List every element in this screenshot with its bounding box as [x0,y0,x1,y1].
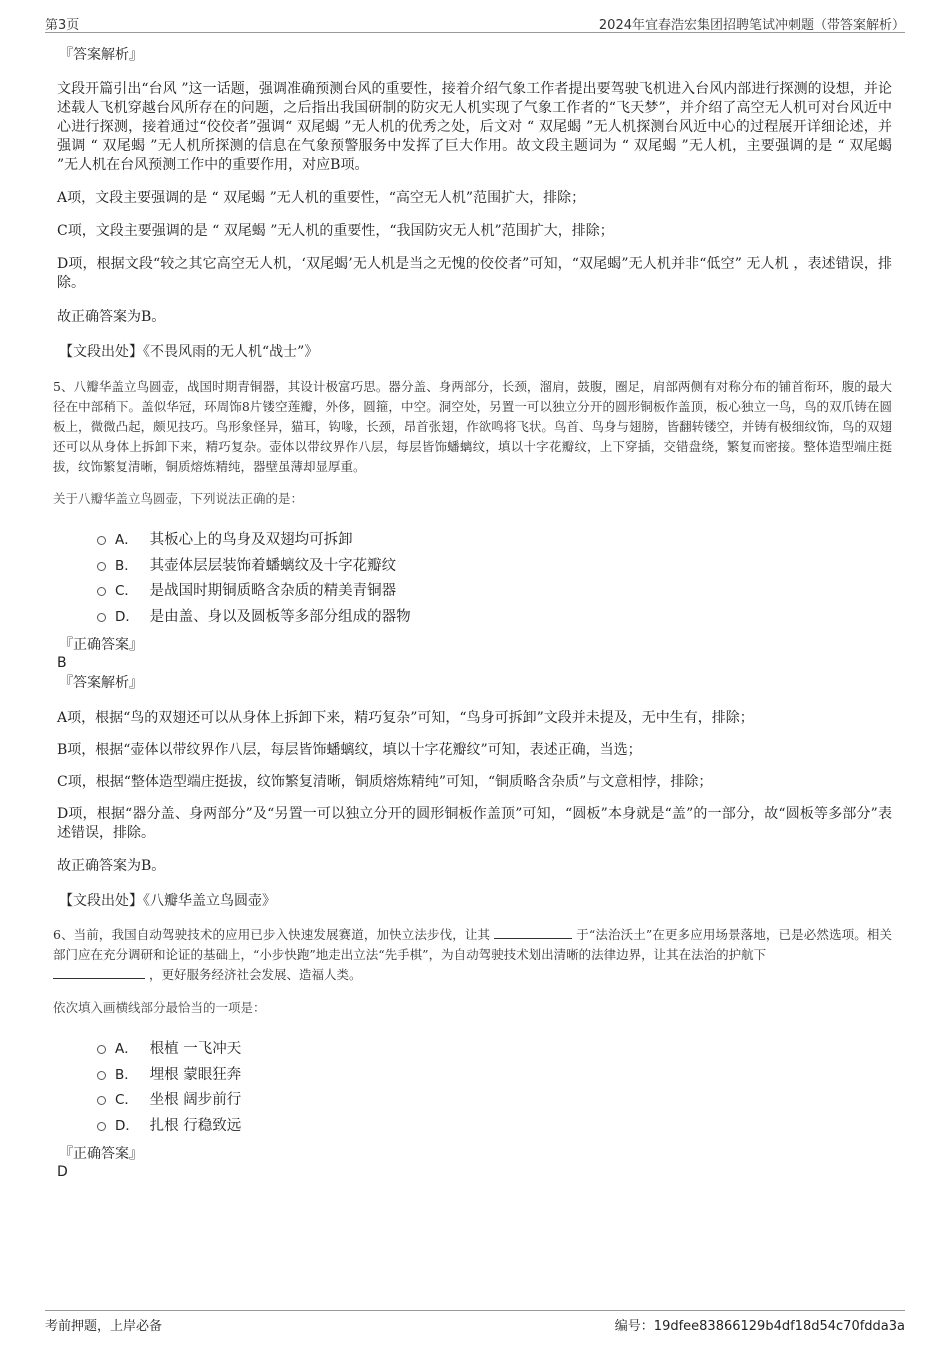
q4-conclusion: 故正确答案为B。 [57,309,166,325]
q5-analysis-b: B项，根据“壶体以带纹界作八层，每层皆饰蟠螭纹，填以十字花瓣纹”可知，表述正确，当选； [57,742,642,758]
footer-slogan: 考前押题，上岸必备 [45,1319,163,1334]
radio-icon[interactable] [97,1096,106,1105]
q5-option-b[interactable] [57,554,892,580]
q5-analysis-d: D项，根据“器分盖、身两部分”及“另置一可以独立分开的圆形铜板作盖顶”可知，“圆板”本身就是“盖”的一部分，故“圆板等多部分”表述错误，排除。 [57,806,892,841]
page-number: 第3页 [45,18,80,33]
radio-icon[interactable] [97,1071,106,1080]
q5-passage: 5、八瓣华盖立鸟圆壶，战国时期青铜器，其设计极富巧思。器分盖、身两部分，长颈，溜肩，鼓腹，圈足，肩部两侧有对称分布的铺首衔环，腹的最大径在中部稍下。盖似华冠，环周饰8片镂空莲瓣，外侈，圆箍，中空。洞空处，另置一可以独立分开的圆形铜板作盖顶，板心独立一鸟，鸟的双爪铸在圆板上，微微凸起，颇见技巧。鸟形象怪异，猫耳，钩喙，长颈，昂首张翅，作欲鸣将飞状。鸟首、鸟身与翅膀，皆翻转镂空，并铸有极细纹饰，鸟的双翅还可以从身体上拆卸下来，精巧复杂。壶体以带纹界作八层，每层皆饰蟠螭纹，填以十字花瓣纹，上下穿插，交错盘绕，繁复而密接。整体造型端庄挺拔，纹饰繁复清晰，铜质熔炼精纯，器壁虽薄却显厚重。 [53,379,892,474]
q4-source: 【文段出处】《不畏风雨的无人机“战士”》 [59,344,319,360]
option-text: 其板心上的鸟身及双翅均可拆卸 [149,532,353,548]
q4-analysis-label: 『答案解析』 [59,47,143,63]
q4-analysis-c: C项，文段主要强调的是 “ 双尾蝎 ”无人机的重要性，“我国防灾无人机”范围扩大，排除； [57,223,614,239]
fill-blank-1 [494,926,572,939]
option-letter: C． [115,1092,138,1108]
q5-options [57,528,892,630]
q6-passage-part-2: 于“法治沃土”在更多应用场景落地，已是必然选项。相关部门应在充分调研和论证的基础上，“小步快跑”地走出立法“先手棋”，为自动驾驶技术划出清晰的法律边界，让其在法治的护航下 [53,927,892,962]
q5-analysis-label: 『答案解析』 [59,675,143,691]
radio-icon[interactable] [97,562,106,571]
q6-passage-part-1: 6、当前，我国自动驾驶技术的应用已步入快速发展赛道，加快立法步伐，让其 [53,927,491,942]
q6-option-c[interactable] [57,1088,892,1114]
q5-analysis-c: C项，根据“整体造型端庄挺拔，纹饰繁复清晰，铜质熔炼精纯”可知，“铜质略含杂质”与文意相悖，排除； [57,774,713,790]
q5-conclusion: 故正确答案为B。 [57,858,166,874]
q5-source: 【文段出处】《八瓣华盖立鸟圆壶》 [59,893,276,909]
q6-prompt: 依次填入画横线部分最恰当的一项是： [53,1000,266,1015]
option-letter: C． [115,583,138,599]
q6-option-a[interactable] [57,1037,892,1063]
page-header [45,10,905,33]
q5-option-a[interactable] [57,528,892,554]
q4-analysis-a: A项，文段主要强调的是 “ 双尾蝎 ”无人机的重要性，“高空无人机”范围扩大，排除； [57,190,586,206]
q6-answer-label: 『正确答案』 [59,1146,143,1162]
option-letter: D． [115,608,139,625]
option-letter: D． [115,1117,139,1134]
radio-icon[interactable] [97,613,106,622]
option-text: 扎根 行稳致远 [149,1117,242,1134]
radio-icon[interactable] [97,587,106,596]
option-letter: A． [115,532,138,548]
q5-option-d[interactable] [57,605,892,631]
q5-answer: B [57,655,67,671]
option-text: 是战国时期铜质略含杂质的精美青铜器 [149,583,397,599]
radio-icon[interactable] [97,1122,106,1131]
option-text: 其壶体层层装饰着蟠螭纹及十字花瓣纹 [149,557,397,574]
page-content [53,46,892,1181]
option-text: 是由盖、身以及圆板等多部分组成的器物 [149,608,411,625]
option-text: 埋根 蒙眼狂奔 [149,1066,242,1083]
radio-icon[interactable] [97,1045,106,1054]
q6-options [57,1037,892,1139]
radio-icon[interactable] [97,536,106,545]
q4-analysis-main: 文段开篇引出“台风 ”这一话题，强调准确预测台风的重要性，接着介绍气象工作者提出要驾驶飞机进入台风内部进行探测的设想，并论述载人飞机穿越台风所存在的问题，之后指出我国研制的防灾无人机实现了气象工作者的“飞天梦”，并介绍了高空无人机可对台风近中心进行探测，接着通过“佼佼者”强调“ 双尾蝎 ”无人机的优秀之处，后文对 “ 双尾蝎 ”无人机探测台风近中心的过程展开详细论述，并强调 “ 双尾蝎 ”无人机所探测的信息在气象预警服务中发挥了巨大作用。故文段主题词为 “ 双尾蝎 ”无人机，主要强调的是 “ 双尾蝎 ”无人机在台风预测工作中的重要作用，对应B项。 [57,81,892,173]
option-letter: A． [115,1041,138,1057]
option-letter: B． [115,557,138,574]
q6-option-d[interactable] [57,1114,892,1140]
code-label: 编号： [614,1319,654,1334]
q6-passage [53,925,892,985]
q5-analysis-a: A项，根据“鸟的双翅还可以从身体上拆卸下来，精巧复杂”可知，“鸟身可拆卸”文段并未提及，无中生有，排除； [57,710,754,726]
q6-option-b[interactable] [57,1063,892,1089]
document-code [615,1315,905,1334]
code-value: 19dfee83866129b4df18d54c70fdda3a [653,1319,905,1334]
page-footer [45,1310,905,1333]
q5-prompt: 关于八瓣华盖立鸟圆壶，下列说法正确的是： [53,491,304,506]
document-title: 2024年宜春浩宏集团招聘笔试冲刺题（带答案解析） [598,18,905,33]
q6-passage-part-3: ，更好服务经济社会发展、造福人类。 [148,967,362,982]
option-letter: B． [115,1066,138,1083]
option-text: 根植 一飞冲天 [149,1041,242,1057]
fill-blank-2 [53,966,145,979]
q6-answer: D [57,1164,68,1180]
q5-answer-label: 『正确答案』 [59,637,143,653]
q5-option-c[interactable] [57,579,892,605]
q4-analysis-d: D项，根据文段“较之其它高空无人机，‘双尾蝎’无人机是当之无愧的佼佼者”可知，“双尾蝎”无人机并非“低空” 无人机 ，表述错误，排除。 [57,256,892,291]
option-text: 坐根 阔步前行 [149,1092,242,1108]
